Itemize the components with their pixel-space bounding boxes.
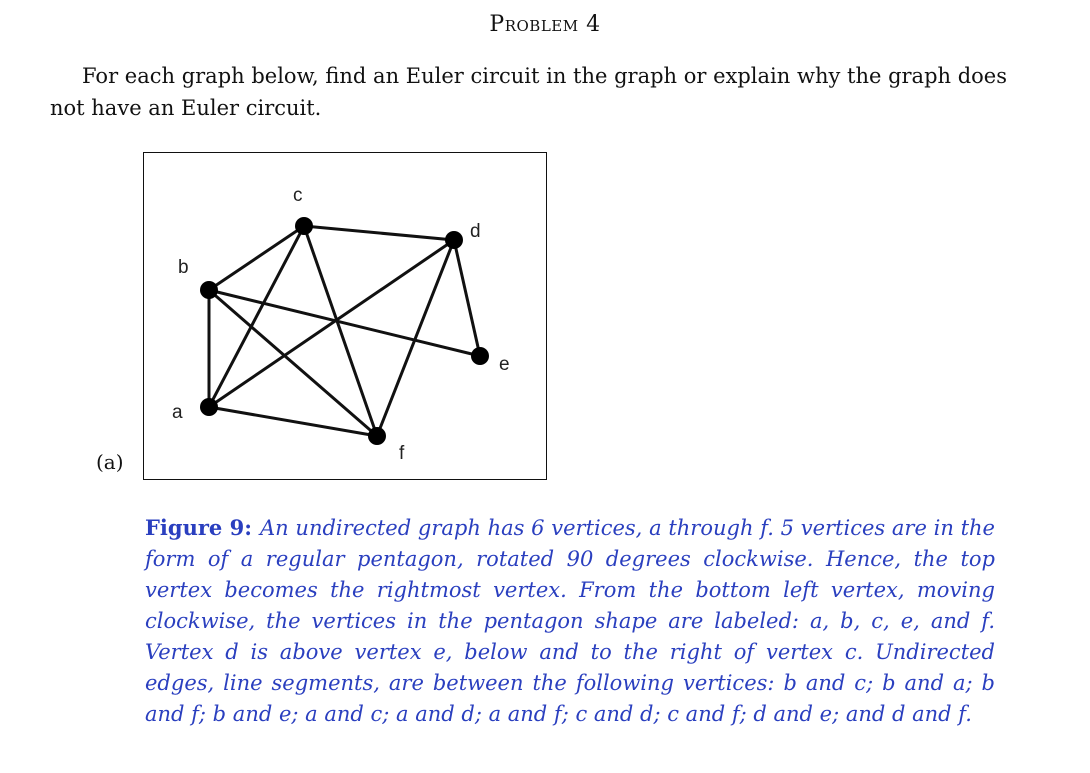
- edge-a-c: [209, 226, 304, 407]
- vertex-d: [445, 231, 463, 249]
- part-a-label: (a): [96, 450, 124, 474]
- labels-layer: [172, 185, 510, 464]
- figure-caption: [145, 512, 995, 730]
- edges-layer: [209, 226, 480, 436]
- vertex-a: [200, 398, 218, 416]
- problem-instructions: [50, 60, 1010, 124]
- edge-d-e: [454, 240, 480, 356]
- vertex-b: [200, 281, 218, 299]
- vertex-f: [368, 427, 386, 445]
- instructions-text: For each graph below, find an Euler circuit in the graph or explain why the graph does not have an Euler circuit.: [50, 64, 1008, 120]
- edge-d-f: [377, 240, 454, 436]
- caption-text: An undirected graph has 6 vertices, a through f. 5 vertices are in the form of a regular pentagon, rotated 90 degrees clockwise. Hence, the top vertex becomes the rightmost vertex. From the bottom left vertex, moving clockwise, the vertices in the pentagon shape are labeled: a, b, c, e, and f. Vertex d is above vertex e, below and to the right of vertex c. Undirected edges, line segments, are between the following vertices: b and c; b and a; b and f; b and e; a and c; a and d; a and f; c and d; c and f; d and e; and d and f.: [145, 516, 995, 726]
- vertex-label-e: e: [499, 354, 510, 375]
- edge-c-d: [304, 226, 454, 240]
- vertex-c: [295, 217, 313, 235]
- graph-svg: [144, 153, 545, 478]
- vertex-label-b: b: [178, 257, 189, 278]
- edge-a-f: [209, 407, 377, 436]
- vertex-e: [471, 347, 489, 365]
- problem-title: Problem 4: [489, 12, 601, 37]
- vertex-label-c: c: [293, 185, 303, 206]
- vertex-label-a: a: [172, 402, 183, 423]
- vertex-label-f: f: [399, 443, 405, 464]
- caption-label: Figure 9:: [145, 515, 252, 540]
- graph-figure: [143, 152, 547, 480]
- edge-b-c: [209, 226, 304, 290]
- vertices-layer: [200, 217, 489, 445]
- vertex-label-d: d: [470, 221, 481, 242]
